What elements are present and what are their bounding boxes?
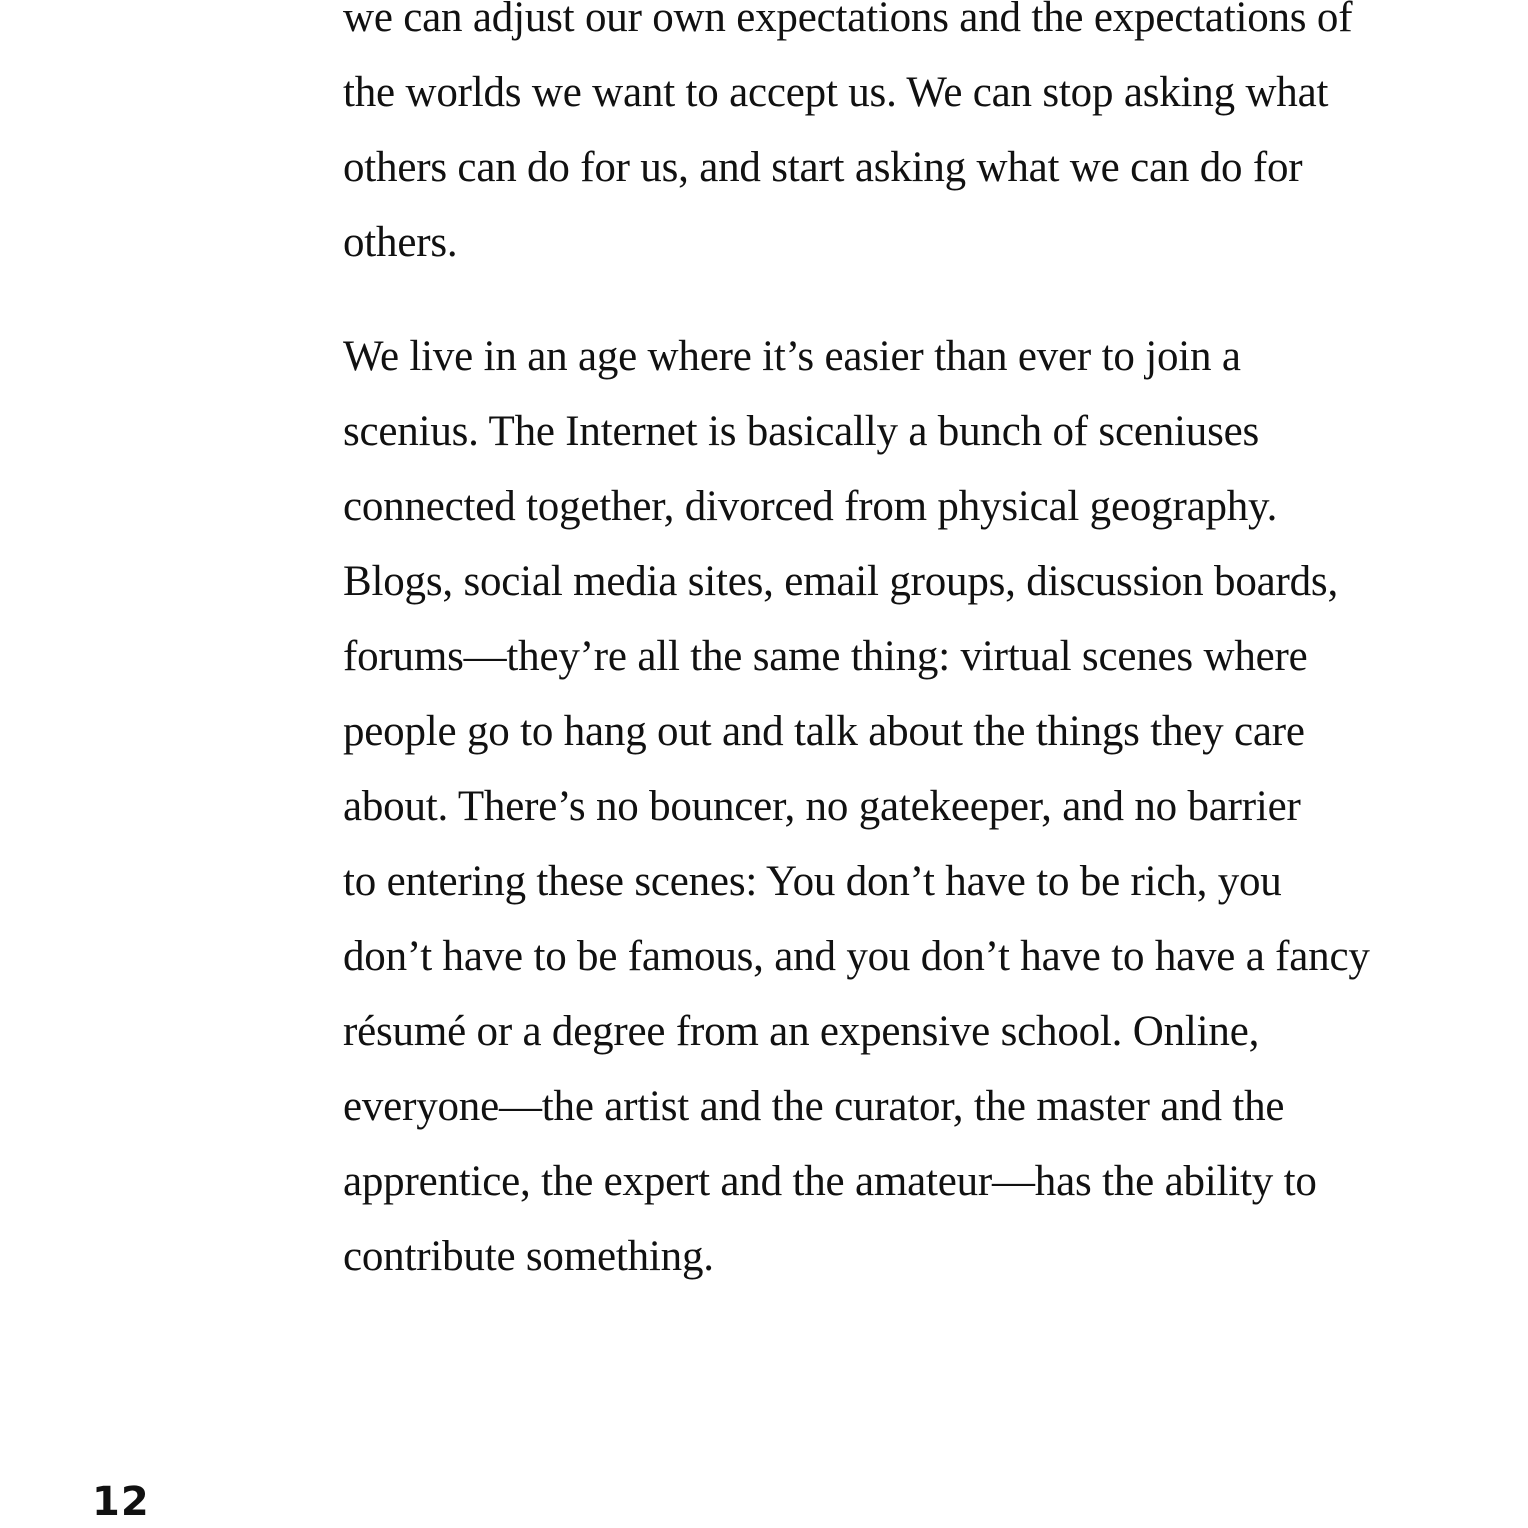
text-line: about. There’s no bouncer, no gatekeeper, and no barrier (343, 783, 1301, 830)
text-line: others. (343, 219, 458, 266)
body-text (343, 0, 1463, 1294)
text-line: We live in an age where it’s easier than ever to join a (343, 333, 1241, 380)
text-line: Blogs, social media sites, email groups, discussion boards, (343, 558, 1339, 605)
text-line: scenius. The Internet is basically a bunch of sceniuses (343, 408, 1260, 455)
text-line: forums—they’re all the same thing: virtual scenes where (343, 633, 1308, 680)
text-line: résumé or a degree from an expensive school. Online, (343, 1008, 1260, 1055)
paragraph-1 (343, 0, 1463, 280)
text-line: to entering these scenes: You don’t have to be rich, you (343, 858, 1282, 905)
text-line: the worlds we want to accept us. We can stop asking what (343, 69, 1329, 116)
text-line: we can adjust our own expectations and the expectations of (343, 0, 1353, 41)
text-line: others can do for us, and start asking what we can do for (343, 144, 1303, 191)
text-line: everyone—the artist and the curator, the master and the (343, 1083, 1285, 1130)
text-line: contribute something. (343, 1233, 714, 1280)
text-line: don’t have to be famous, and you don’t have to have a fancy (343, 933, 1370, 980)
paragraph-2 (343, 319, 1463, 1294)
page-number: 12 (92, 1479, 150, 1525)
text-line: apprentice, the expert and the amateur—has the ability to (343, 1158, 1317, 1205)
text-line: connected together, divorced from physical geography. (343, 483, 1278, 530)
text-line: people go to hang out and talk about the things they care (343, 708, 1305, 755)
